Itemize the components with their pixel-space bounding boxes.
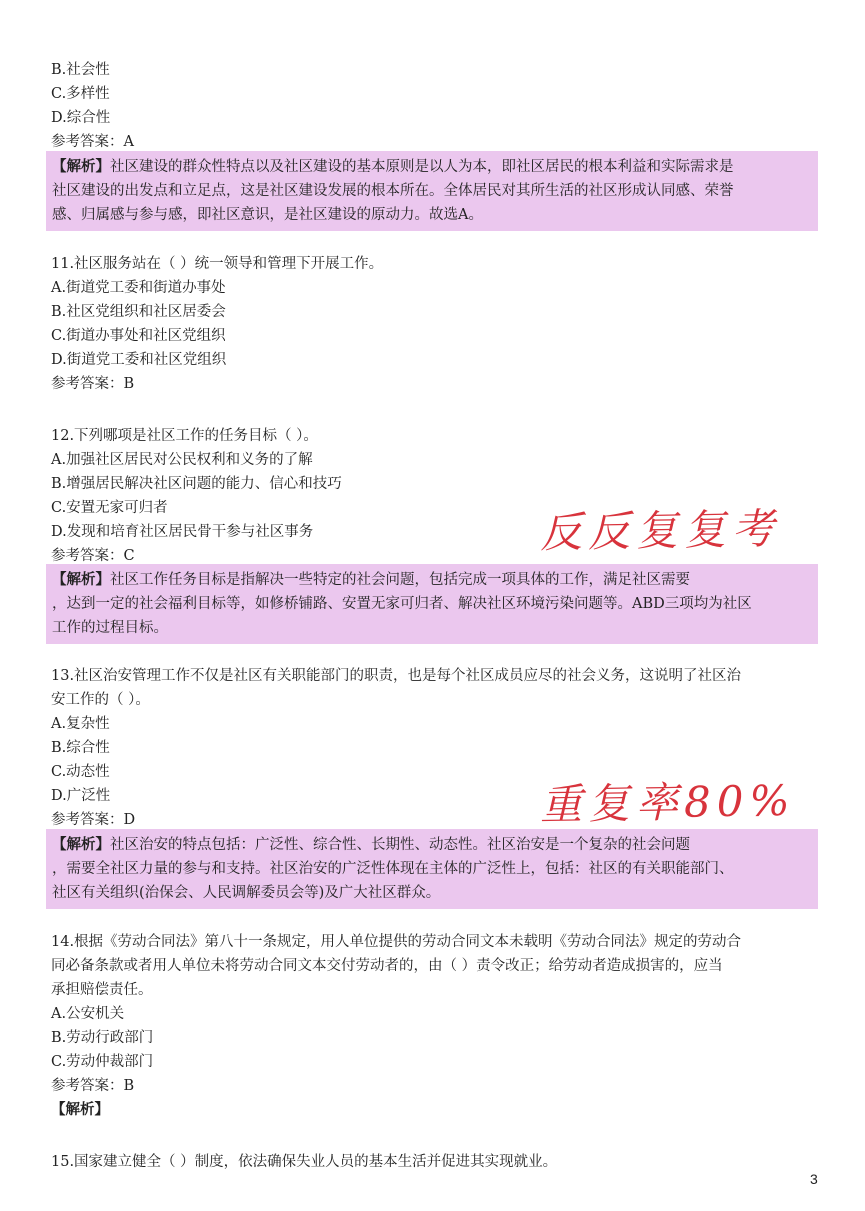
analysis-line: 社区工作任务目标是指解决一些特定的社会问题，包括完成一项具体的工作，满足社区需要 — [110, 572, 690, 588]
option-a: A.公安机关 — [51, 1006, 125, 1022]
analysis-tag: 【解析】 — [52, 158, 110, 175]
analysis-line: 社区建设的出发点和立足点，这是社区建设发展的根本所在。全体居民对其所生活的社区形成认同感、荣誉 — [52, 183, 734, 199]
watermark-bottom: 重复率80% — [539, 775, 796, 830]
analysis-line: 社区建设的群众性特点以及社区建设的基本原则是以人为本，即社区居民的根本利益和实际需求是 — [110, 159, 734, 175]
page-number: 3 — [810, 1171, 818, 1187]
option-c: C.劳动仲裁部门 — [51, 1054, 154, 1070]
question-11-stem: 11.社区服务站在（ ）统一领导和管理下开展工作。 — [51, 256, 384, 272]
analysis-tag: 【解析】 — [52, 571, 110, 588]
answer: 参考答案：C — [51, 548, 135, 564]
option-b: B.劳动行政部门 — [51, 1030, 154, 1046]
option-a: A.街道党工委和街道办事处 — [51, 280, 226, 296]
option-b: B.社会性 — [51, 62, 110, 78]
answer: 参考答案：B — [51, 1078, 135, 1094]
option-b: B.综合性 — [51, 740, 110, 756]
option-d: D.街道党工委和社区党组织 — [51, 352, 227, 368]
analysis-box — [46, 829, 818, 909]
option-c: C.动态性 — [51, 764, 110, 780]
option-d: D.广泛性 — [51, 788, 111, 804]
option-d: D.发现和培育社区居民骨干参与社区事务 — [51, 524, 314, 540]
question-13-stem: 13.社区治安管理工作不仅是社区有关职能部门的职责，也是每个社区成员应尽的社会义务，这说明了社区治 — [51, 668, 742, 684]
watermark-top: 反反复复考 — [539, 503, 781, 558]
option-b: B.增强居民解决社区问题的能力、信心和技巧 — [51, 476, 342, 492]
analysis-line: ，达到一定的社会福利目标等，如修桥铺路、安置无家可归者、解决社区环境污染问题等。ABD三项均为社区 — [52, 596, 752, 612]
option-d: D.综合性 — [51, 110, 111, 126]
analysis-tag: 【解析】 — [52, 836, 110, 853]
analysis-line: ，需要全社区力量的参与和支持。社区治安的广泛性体现在主体的广泛性上，包括：社区的有关职能部门、 — [52, 861, 734, 877]
question-15-stem: 15.国家建立健全（ ）制度，依法确保失业人员的基本生活并促进其实现就业。 — [51, 1154, 558, 1170]
answer: 参考答案：D — [51, 812, 136, 828]
analysis-box — [46, 151, 818, 231]
analysis-tag: 【解析】 — [51, 1101, 109, 1118]
question-13-stem-cont: 安工作的（ ）。 — [51, 692, 150, 708]
answer: 参考答案：A — [51, 134, 134, 150]
question-12-stem: 12.下列哪项是社区工作的任务目标（ ）。 — [51, 428, 318, 444]
option-c: C.安置无家可归者 — [51, 500, 168, 516]
analysis-line: 社区有关组织(治保会、人民调解委员会等)及广大社区群众。 — [52, 885, 441, 901]
option-c: C.多样性 — [51, 86, 110, 102]
question-14-stem: 14.根据《劳动合同法》第八十一条规定，用人单位提供的劳动合同文本未载明《劳动合同法》规定的劳动合 — [51, 934, 742, 950]
option-b: B.社区党组织和社区居委会 — [51, 304, 226, 320]
question-14-stem-cont: 同必备条款或者用人单位未将劳动合同文本交付劳动者的，由（ ）责令改正；给劳动者造成损害的，应当 — [51, 958, 723, 974]
analysis-box — [46, 564, 818, 644]
analysis-line: 工作的过程目标。 — [52, 620, 168, 636]
analysis-line: 感、归属感与参与感，即社区意识，是社区建设的原动力。故选A。 — [52, 207, 483, 223]
option-a: A.加强社区居民对公民权利和义务的了解 — [51, 452, 313, 468]
option-a: A.复杂性 — [51, 716, 110, 732]
question-14-stem-cont: 承担赔偿责任。 — [51, 982, 153, 998]
analysis-line: 社区治安的特点包括：广泛性、综合性、长期性、动态性。社区治安是一个复杂的社会问题 — [110, 837, 690, 853]
answer: 参考答案：B — [51, 376, 135, 392]
option-c: C.街道办事处和社区党组织 — [51, 328, 226, 344]
